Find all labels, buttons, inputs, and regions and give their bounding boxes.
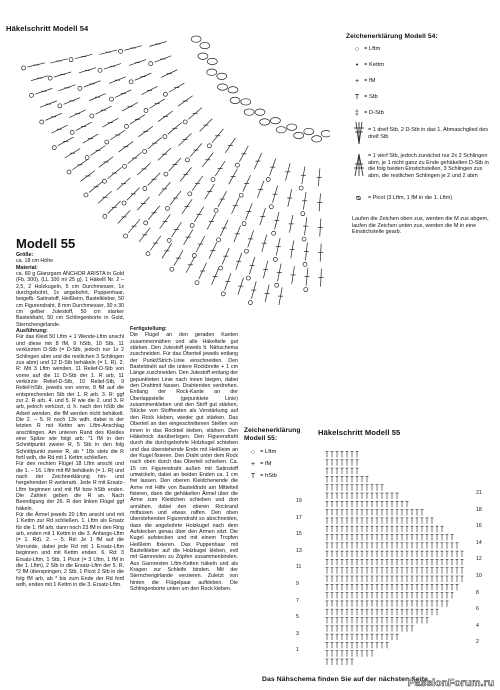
diagram-54-chain <box>69 58 73 62</box>
diagram-54-ring-top <box>184 34 330 142</box>
finishing-label: Fertigstellung: <box>130 326 167 332</box>
diagram-54-chain <box>275 283 279 287</box>
chart-55-title: Häkelschritt Modell 55 <box>318 428 401 437</box>
diagram-54-chain <box>67 170 71 174</box>
row-number: 4 <box>476 622 479 629</box>
diagram-54-chain <box>146 252 150 256</box>
row-number: 12 <box>476 556 482 563</box>
legend-54-list <box>350 45 490 117</box>
diagram-54-chain <box>70 130 74 134</box>
diagram-54-chain <box>266 177 270 181</box>
diagram-54-chain <box>90 114 94 118</box>
size-label: Größe: <box>16 252 34 258</box>
diagram-54-chain <box>98 68 102 72</box>
diagram-54-chain <box>272 231 276 235</box>
finishing-text: Die Flügel an den geraden Kanten zusammennähen und alle Häkelteile gut stärken. Den Jutestoff jeweils lt. Nähschema zuschneiden. Für das Oberteil jeweils entlang der Punkt/Strich-Linie einschneiden. Den Basteldraht auf die untere Rockbreite + 1 cm Länge zuschneiden. Den Jutestoff entlang der gepunkteten Linie nach innen biegen, dabei den Drahtmit fassen. Drahtenden verdrehen. Entlang der Rock-Kante an der Überlappstelle (gepunktete Linie) zusammenkleben und den Stoff gut stärken, Stücke von Stoffresten als Verstärkung auf den Rock kleben, wieder gut stärken. Das Oberteil an den eingeschnittenen Stellen von innen in das Rockteil kleben, stärken. Den Häkelrock darüberlegen. Den Figurendraht durch die durchgebohrte Holzkugel schieben und das überstehende Ende mit Heißleim an der Kugel fixieren. Den Draht unter dem Rock nach oben durch das Oberteil schieben. Ca. 15 cm Figurendraht außen mit Satinstoff umwickeln, dabei an beiden Enden ca. 1 cm frei lassen. Den oberen Kleidchenende die Arme mit Hilfe von Basteldraht am Mittelteil fixieren, dann die gehäkelten Ärmel über die Arme zum Kleidchen schieben und dort annähen, dabei den oberen Rockrand mitfassen und etwas raffen. Den oben überstehenden Figurendraht so abschneiden, dass die angebohrte Holzkugel nach dem Aufstecken genau über den Armen sitzt. Die Kugel aufstecken und mit einem Tropfen Heißleim fixieren. Das Puppenhaar mit Bastelkleber auf die Holzkugel kleben, evtl mit Garnresten zu Zöpfen zusammenbinden. Aus Garnresten Lftm-Ketten häkeln und als Kragen zur Schleife binden. Mit der Sternchengirlande verzieren. Zuletzt von hinten die Flügelpaar aufkleben. Die Schlingenborte unten um den Rock kleben. <box>130 332 238 593</box>
row-number: 13 <box>296 547 302 554</box>
diagram-54-loop <box>294 132 304 138</box>
diagram-54-chain <box>190 223 194 227</box>
diagram-54-chain <box>105 140 109 144</box>
diagram-54-loop <box>255 109 265 115</box>
row-number: 14 <box>476 539 482 546</box>
diagram-54-chain <box>163 135 167 139</box>
row-number: 17 <box>296 514 302 521</box>
diagram-54-chain <box>219 266 223 270</box>
diagram-54-chain <box>304 288 308 292</box>
chain-stitch-icon: ○ <box>250 448 256 456</box>
chart-54-title: Häkelschritt Modell 54 <box>6 24 89 33</box>
legend-54-cluster-icon <box>352 120 366 146</box>
diagram-54-chain <box>84 193 88 197</box>
diagram-54-chain <box>85 156 89 160</box>
treble-crochet-icon: ‡ <box>355 109 359 117</box>
row-number: 8 <box>476 589 479 596</box>
row-number: 15 <box>296 531 302 538</box>
sewing-pattern-note: Das Nähschema finden Sie auf der nächsten Seite <box>262 676 428 683</box>
size-value: ca. 18 cm Höhe <box>16 258 54 265</box>
diagram-54-loop <box>191 36 201 42</box>
diagram-54-loop <box>217 73 227 79</box>
diagram-54-loop <box>270 117 280 123</box>
finishing-column <box>130 326 238 592</box>
slip-stitch-icon: • <box>355 61 359 69</box>
diagram-54-chain <box>149 62 153 66</box>
single-crochet-icon: + <box>354 77 360 85</box>
diagram-54-chain <box>302 237 306 241</box>
legend-item-stb: T = Stb <box>350 93 490 101</box>
diagram-54-loop <box>207 69 217 75</box>
diagram-54-chain <box>124 234 128 238</box>
half-double-crochet-icon: T <box>250 472 256 480</box>
diagram-54-chain <box>29 93 33 97</box>
model-55-description <box>16 252 124 588</box>
diagram-54-chain <box>123 164 127 168</box>
diagram-54-chain <box>301 212 305 216</box>
diagram-54-loop <box>312 136 322 142</box>
diagram-54-loop <box>228 87 238 93</box>
row-number: 6 <box>476 606 479 613</box>
model-55-title: Modell 55 <box>16 236 76 251</box>
diagram-54-loop <box>287 124 297 130</box>
row-number: 1 <box>296 647 299 654</box>
material-label: Material: <box>16 264 38 271</box>
diagram-54-loop <box>304 128 314 134</box>
diagram-54-loop <box>260 119 270 125</box>
legend-54-item-dreif: = 1 dreif Stb, 2 D-Stb in das 1. Abmaschglied des dreif Stb <box>368 127 488 140</box>
row-number: 5 <box>296 614 299 621</box>
diagram-54-chain <box>164 172 168 176</box>
diagram-54-chain <box>303 262 307 266</box>
instructions-text: Für das Kleid 50 Lftm + 1 Wende-Lftm anschl und diese mit 8 fM, 9 hStb, 10 Stb, 11 verkürzten D-Stb (= D-Stb, jedoch nur 1x 2 Schlingen abm und die restlichen 3 Schlingen zus abm) und 12 D-Stb behäkeln (= 1. R). 2. R: Mit 3 Lftm wenden, 11 Relief-D-Stb von vorne auf die 11 D-Stb der 1. R arb, 11 verkürzte Relief-D-Stb, 10 Relief-Stb, 9 Relief-hStb, jeweils von vorne, 8 fM auf die entsprechenden Stb der 1. R arb. 3. R: ggf zur 2. R arb. 4. und 5. R wie die 2. und 3. R arb, jedoch verkürzt, d. h. nach den hStb die Arbeit wenden, die fM werden nicht behäkelt. Die 2. – 5. R noch 13x wdh, dabei in der letzten R mit Kettm am Lftm-Anschlag anschlingen. Am unteren Rand des Kleides eine Spitze wie folgt arb: "1 fM in den Schnittpunkt zweier R, 5 Stb in den folg Schnittpunkt zweier R, ab * 18x stets die R fortl wdh, die Rd mit 1 Kettm schließen. <box>16 334 124 461</box>
row-number: 19 <box>296 498 302 504</box>
diagram-54-chain <box>239 193 243 197</box>
row-number: 7 <box>296 597 299 604</box>
diagram-54-chain <box>185 158 189 162</box>
diagram-54-chain <box>144 108 148 112</box>
diagram-54-chain <box>144 221 148 225</box>
diagram-54-loop <box>244 109 254 115</box>
wings-text: Für den rechten Flügel 18 Lftm anschl und die 1. – 16. Lftm mit fM behäkeln (= 1. R) und nach der Zeichnerklärung hin- und hergehenden R weiterarb. Jede R mit Ersatz-Lftm beginnen und mit fM bzw hStb enden. Die Zahlen geben die R an. Nach Beendigung der 26. R den linken Flügel ggf häkeln. <box>16 461 124 512</box>
material-text: ca. 60 g Glanzgarn ANCHOR ARISTA in Gold (Fb. 300), (LL 100 m/ 25 g), 1 Häkelll Nr. 2 – 2,5, 2 Holzkugeln, 5 cm Durchmesser, 1x durchgebohrt, 1x angebohrt, Puppenhaar, beigefb. Satinstoff, Heißleim, Bastelkleber, 50 cm Figurendraht, 8 mm Durchmesser, 30 x 30 cm gelber Jutestoff, 50 cm starker Basteldraht, 50 cm Schlingenborte in Gold, Sternchengirlande. <box>16 271 124 328</box>
legend-55-item-fm: + = fM <box>246 460 277 468</box>
diagram-54-chain <box>207 144 211 148</box>
diagram-54-chain <box>170 267 174 271</box>
diagram-54-chain <box>221 292 225 296</box>
diagram-54-loop <box>207 58 217 64</box>
diagram-54-chain <box>242 222 246 226</box>
chain-stitch-icon: ○ <box>354 45 360 53</box>
legend-item-fm: + = fM <box>350 77 490 85</box>
diagram-54-chain <box>22 66 26 70</box>
diagram-54-chain <box>248 301 252 305</box>
single-crochet-icon: + <box>250 460 256 468</box>
row-number: 11 <box>296 564 302 571</box>
diagram-54-chain <box>188 192 192 196</box>
diagram-54-chain <box>78 86 82 90</box>
legend-55-item-hstb: T = hStb <box>246 472 277 480</box>
diagram-54-chain <box>48 76 52 80</box>
legend-54-title: Zeichenerklärung Modell 54: <box>346 33 438 40</box>
row-number: 9 <box>296 581 299 587</box>
diagram-54-chain <box>165 206 169 210</box>
row-number: 18 <box>476 506 482 513</box>
diagram-54-chain <box>122 201 126 205</box>
diagram-54-chain <box>119 49 123 53</box>
diagram-54-chain <box>58 104 62 108</box>
diagram-54-loop <box>276 127 286 133</box>
diagram-54-chain <box>211 177 215 181</box>
watermark: PassionForum.ru <box>407 677 494 689</box>
row-number: 21 <box>476 490 482 496</box>
legend-item-kettm: • = Kettm <box>350 61 490 69</box>
row-numbers-right <box>470 440 490 670</box>
diagram-54-loop <box>241 99 251 105</box>
row-number: 2 <box>476 639 479 646</box>
diagram-54-chain <box>40 120 44 124</box>
diagram-54-chain <box>235 163 239 167</box>
crochet-diagram-55 <box>292 440 492 670</box>
row-number: 3 <box>296 630 299 637</box>
diagram-54-loop <box>230 97 240 103</box>
diagram-54-chain <box>214 208 218 212</box>
diagram-54-loop <box>218 84 228 90</box>
diagram-54-chain <box>217 238 221 242</box>
diagram-54-chain <box>163 92 167 96</box>
diagram-54-chain <box>129 80 133 84</box>
diagram-54-chain <box>269 205 273 209</box>
diagram-54-chain <box>167 238 171 242</box>
diagram-54-chain <box>273 257 277 261</box>
legend-55-title: Zeichenerklärung Modell 55: <box>244 427 301 442</box>
diagram-54-loop <box>198 53 208 59</box>
sleeves-text: Für die Ärmel jeweils 20 Lftm anschl und mit 1 Kettm zur Rd schließen. 1. Lftm als Ersatz für die 1. fM arb, dann noch 23 fM in den Ring arb, enden mit 1 Kettm in die 3. Anfangs-Lftm (= 1. Rd). 2. – 5. Rd: Je 1 fM auf die Vorrunde, dabei jede Rd mit 1 Ersatz-Lftm beginnen und mit Kettm enden. 6. Rd: 3 Ersatz-Lftm, 1 Stb, 1 Picot (= 3 Lftm, 1 fM in die 1. Lftm), 2 Stb in die Ersatz-Lftm der 5. R, *2 fM überspringen, 2 Stb, 1 Picot 2 Stb in die folg fM arb, ab * bis zum Ende der Rd fortl wdh, enden mit 1 Kettm in die 3. Ersatz-Lftm. <box>16 512 124 588</box>
picot-icon: ᴓ <box>356 193 361 202</box>
diagram-54-chain <box>110 97 114 101</box>
legend-55-list <box>246 448 277 480</box>
legend-item-lftm: ○ = Lftm <box>350 45 490 53</box>
diagram-54-chain <box>246 276 250 280</box>
legend-item-dstb: ‡ = D-Stb <box>350 109 490 117</box>
instructions-label: Ausführung: <box>16 328 48 335</box>
diagram-54-chain <box>183 120 187 124</box>
legend-54-item-picot: = Picot (3 Lftm, 1 fM in die 1. Lftm) <box>368 195 453 201</box>
diagram-54-chain <box>143 149 147 153</box>
diagram-54-chain <box>143 186 147 190</box>
legend-54-item-vierf: = 1 vierf Stb, jedoch zunächst nur 2x 2 Schlingen abm, je 1 nicht ganz zu Ende gehäkelten D-Stb in die folg beiden Einstichstellen, 3 Schlingen zus abm, die restlichen Schlingen je 2 und 2 abm <box>368 153 489 179</box>
diagram-54-loop <box>321 131 330 137</box>
legend-54-note: Laufen die Zeichen oben zus, werden die M zus abgem, laufen die Zeichen unten zus, werden die M in eine Einstichstelle gearb. <box>352 216 489 235</box>
row-numbers-left <box>296 440 316 670</box>
diagram-54-chain <box>52 146 56 150</box>
row-number: 10 <box>476 573 482 579</box>
double-crochet-icon: T <box>354 93 360 101</box>
diagram-54-chain <box>244 249 248 253</box>
diagram-54-chain <box>195 281 199 285</box>
diagram-54-chain <box>124 124 128 128</box>
diagram-54-chain <box>299 186 303 190</box>
diagram-54-loop <box>200 42 210 48</box>
diagram-54-chain <box>103 214 107 218</box>
row-number: 16 <box>476 523 482 530</box>
legend-55-item-lftm: ○ = Lftm <box>246 448 277 456</box>
legend-54-decrease-icon <box>352 152 366 178</box>
